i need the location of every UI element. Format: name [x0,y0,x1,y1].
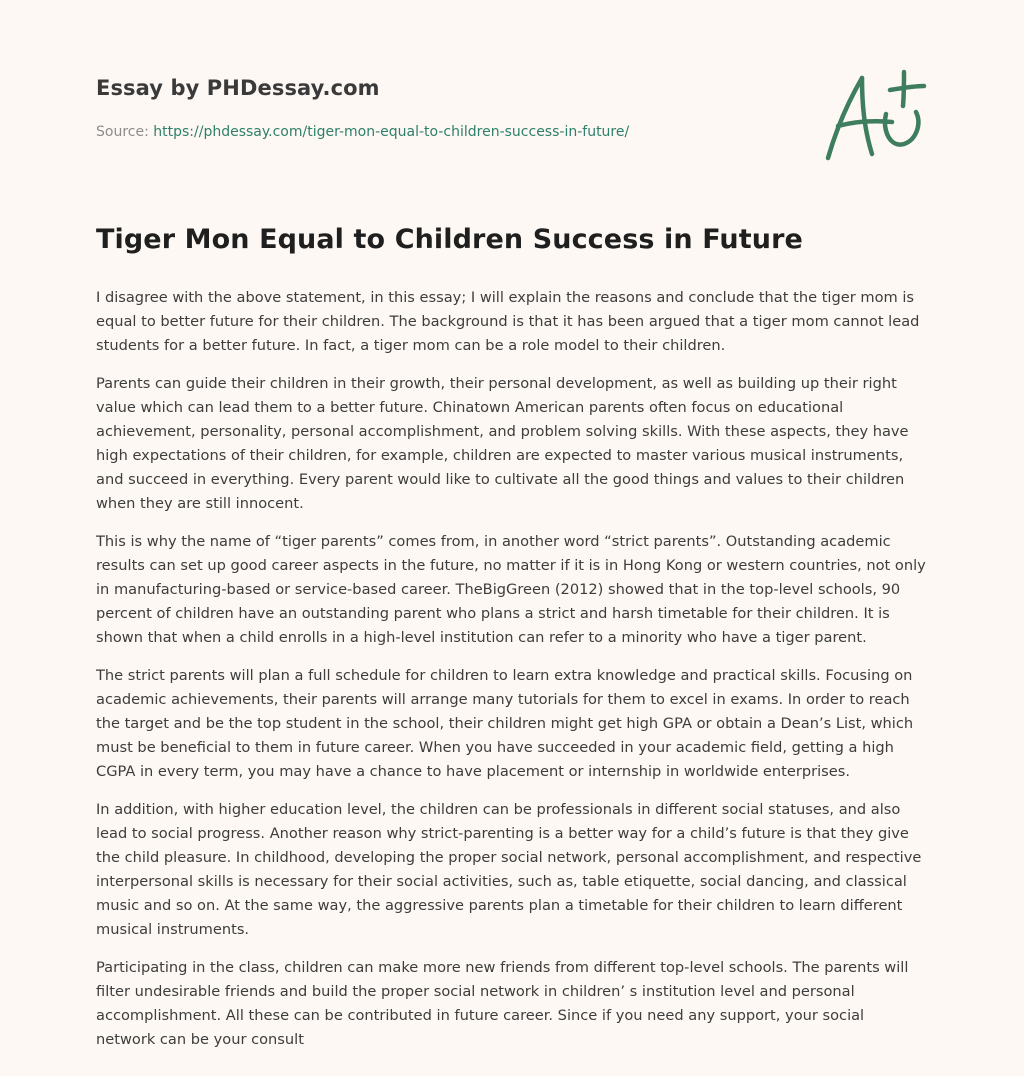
essay-paragraph: Participating in the class, children can make more new friends from different top-level schools. The parents will filter undesirable friends and build the proper social network in children’ s institution level and personal accomplishment. All these can be contributed in future career. Since if you need any support, your social network can be your consult [96,959,909,1048]
essay-title: Tiger Mon Equal to Children Success in Future [96,224,803,255]
source-line [96,124,629,140]
essay-paragraph: In addition, with higher education level, the children can be professionals in different social statuses, and also lead to social progress. Another reason why strict-parenting is a better way for a child’s future is that they give the child pleasure. In childhood, developing the proper social network, personal accomplishment, and respective interpersonal skills is necessary for their social activities, such as, table etiquette, social dancing, and classical music and so on. At the same way, the aggressive parents plan a timetable for their children to learn different musical instruments. [96,801,922,938]
site-title: Essay by PHDessay.com [96,76,380,100]
essay-paragraph: I disagree with the above statement, in this essay; I will explain the reasons and conclude that the tiger mom is equal to better future for their children. The background is that it has been argued that a tiger mom cannot lead students for a better future. In fact, a tiger mom can be a role model to their children. [96,289,920,354]
source-label: Source: [96,124,149,140]
a-plus-grade-logo-icon [818,68,930,166]
source-link[interactable]: https://phdessay.com/tiger-mon-equal-to-children-success-in-future/ [153,124,630,140]
essay-paragraph: Parents can guide their children in their growth, their personal development, as well as building up their right value which can lead them to a better future. Chinatown American parents often focus on educational achievement, personality, personal accomplishment, and problem solving skills. With these aspects, they have high expectations of their children, for example, children are expected to master various musical instruments, and succeed in everything. Every parent would like to cultivate all the good things and values to their children when they are still innocent. [96,375,909,512]
essay-paragraph: The strict parents will plan a full schedule for children to learn extra knowledge and practical skills. Focusing on academic achievements, their parents will arrange many tutorials for them to excel in exams. In order to reach the target and be the top student in the school, their children might get high GPA or obtain a Dean’s List, which must be beneficial to them in future career. When you have succeeded in your academic field, getting a high CGPA in every term, you may have a chance to have placement or internship in worldwide enterprises. [96,667,914,780]
essay-paragraph: This is why the name of “tiger parents” comes from, in another word “strict parents”. Outstanding academic results can set up good career aspects in the future, no matter if it is in Hong Kong or western countries, not only in manufacturing-based or service-based career. TheBigGreen (2012) showed that in the top-level schools, 90 percent of children have an outstanding parent who plans a strict and harsh timetable for their children. It is shown that when a child enrolls in a high-level institution can refer to a minority who have a tiger parent. [96,533,926,646]
essay-body [96,286,928,1066]
